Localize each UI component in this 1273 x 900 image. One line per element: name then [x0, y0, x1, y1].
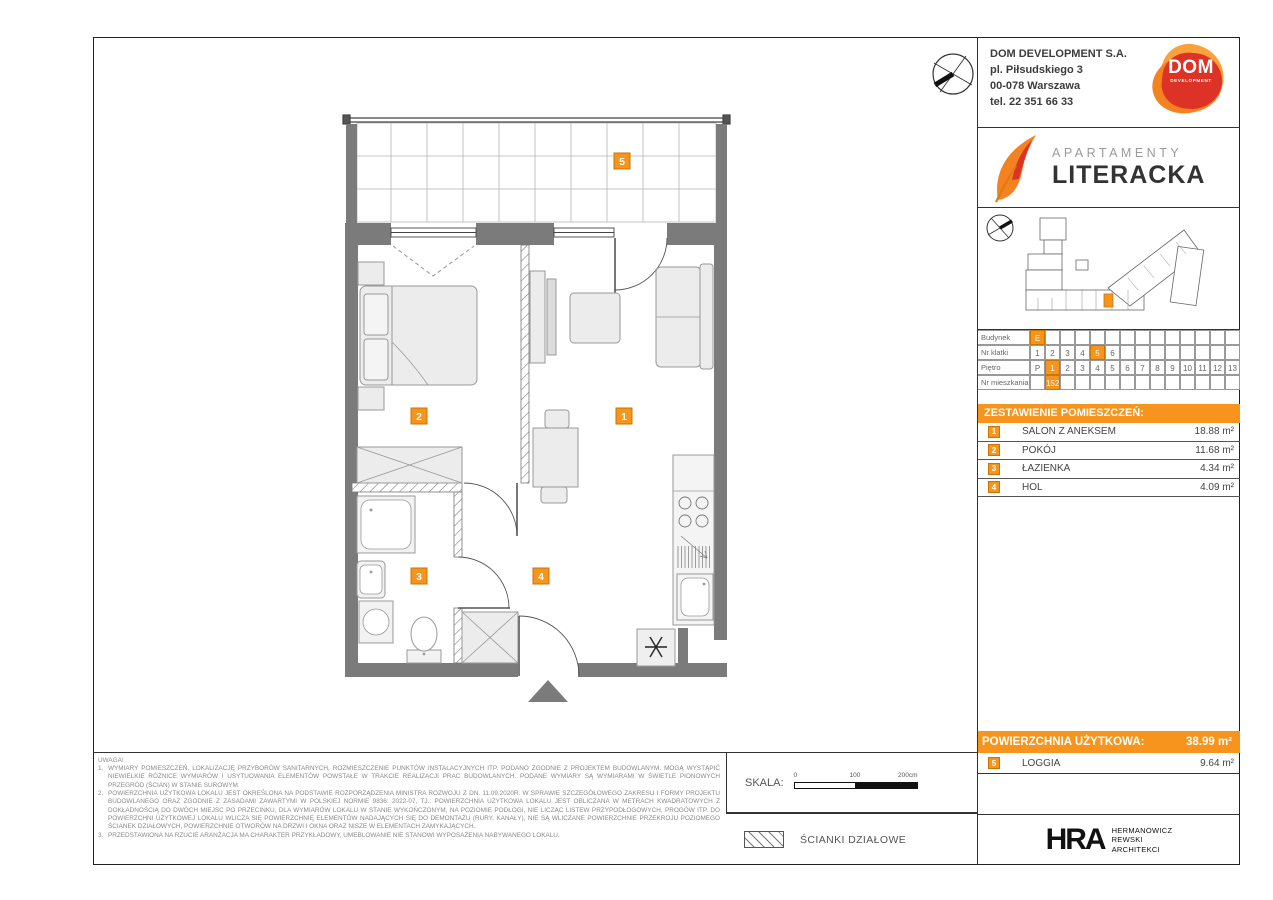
room-row-1: [978, 423, 1240, 442]
unit-table-cell: [1165, 330, 1180, 345]
spacer: [978, 497, 1240, 731]
architect-box: [978, 815, 1240, 865]
unit-table-cell: [1105, 375, 1120, 390]
unit-table-cell: 9: [1165, 360, 1180, 375]
unit-table-cell: 1: [1030, 345, 1045, 360]
note-item-2: [98, 790, 720, 832]
unit-table-cell: [1210, 345, 1225, 360]
note-text: POWIERZCHNIA UŻYTKOWA LOKALU JEST OKREŚLONA NA PODSTAWIE ROZPORZĄDZENIA MINISTRA ROZWOJU Z DN. 11.09.2020R. W SPRAWIE SZCZEGÓŁOWEGO ZAKRESU I FORMY PROJEKTU BUDOWLANEGO ORAZ ZGODNIE Z ZASADAMI ZAWARTYMI W POLSKIEJ NORMIE 9836: 2022-07, TJ.: POWIERZCHNIA UŻYTKOWA LOKALU JEST OBLICZANA W METRACH KWADRATOWYCH Z DOKŁADNOŚCIĄ DO DWÓCH MIEJSC PO PRZECINKU, DLA WYMIARÓW LOKALU W STANIE WYKOŃCZONYM, NA POZIOMIE PODŁOGI, NIE LICZĄC LISTEW PRZYPODŁOGOWYCH, PROGÓW ITP. DO POWIERZCHNI UŻYTKOWEJ LOKALU WLICZA SIĘ POWIERZCHNIĘ ELEMENTÓW NADAJĄCYCH SIĘ DO DEMONTAŻU (RURY, KANAŁY), NIE SĄ WLICZANE POWIERZCHNIE PRZEKROJU POZIOMEGO ŚCIANEK DZIAŁOWYCH, POWIERZCHNIE OTWORÓW NA DRZWI I OKNA ORAZ NISZE W ELEMENTACH ZAMYKAJĄCYCH.: [108, 789, 720, 831]
unit-table-row-label: Nr klatki: [978, 345, 1030, 360]
note-number: 3.: [98, 831, 104, 839]
room-name: LOGGIA: [1022, 757, 1061, 769]
unit-table-cell: 5: [1090, 345, 1105, 360]
architect-line-3: ARCHITEKCI: [1111, 844, 1161, 854]
loggia-row: [978, 753, 1240, 774]
unit-table-cell: [1150, 330, 1165, 345]
title-block: [977, 37, 1240, 865]
note-number: 1.: [98, 765, 104, 772]
unit-table-cell: 10: [1180, 360, 1195, 375]
unit-table-cell: 3: [1060, 345, 1075, 360]
architect-line-2: REWSKI: [1111, 835, 1143, 845]
badge-room-1: [616, 408, 632, 424]
unit-table-cell: [1165, 375, 1180, 390]
room-badge: 4: [988, 481, 1000, 493]
scale-tick-0: 0: [793, 771, 798, 779]
unit-table: [978, 330, 1240, 390]
room-row-4: [978, 479, 1240, 498]
floorplan-svg: [93, 37, 977, 752]
unit-table-row-label: Piętro: [978, 360, 1030, 375]
room-area: 9.64 m²: [1200, 757, 1234, 769]
room-badge: 1: [988, 426, 1000, 438]
hall-wardrobe: [462, 612, 518, 663]
badge-room-3: [411, 568, 427, 584]
note-item-1: [98, 765, 720, 790]
room-area: 18.88 m²: [1194, 426, 1234, 438]
unit-table-cell: 12: [1210, 360, 1225, 375]
scale-box: [726, 752, 977, 813]
unit-table-cell: [1180, 375, 1195, 390]
mini-site-plan: [978, 208, 1241, 330]
unit-table-cell: [1120, 330, 1135, 345]
unit-table-cell: [1090, 330, 1105, 345]
unit-table-cell: [1165, 345, 1180, 360]
scale-segment-black: [856, 782, 918, 789]
dom-development-logo: [1150, 43, 1232, 121]
unit-table-cell: [1225, 345, 1240, 360]
unit-table-cell: [1150, 375, 1165, 390]
badge-room-5: [614, 153, 630, 169]
feather-icon: [988, 132, 1046, 204]
usable-area-bar: [978, 731, 1240, 753]
kitchen-fixtures: [637, 455, 714, 666]
unit-table-cell: [1135, 375, 1150, 390]
unit-table-cell: 11: [1195, 360, 1210, 375]
unit-table-cell: 6: [1120, 360, 1135, 375]
company-phone: tel. 22 351 66 33: [990, 95, 1074, 108]
unit-table-cell: 8: [1150, 360, 1165, 375]
note-number: 2.: [98, 789, 104, 797]
unit-table-cell: [1135, 345, 1150, 360]
unit-table-cell: 5: [1105, 360, 1120, 375]
scale-label: SKALA:: [745, 776, 784, 789]
svg-text:1: 1: [621, 411, 627, 423]
unit-table-cell: [1045, 330, 1060, 345]
usable-area-label: POWIERZCHNIA UŻYTKOWA:: [982, 736, 1145, 748]
highlighted-unit: [1104, 294, 1113, 307]
partition-legend-label: ŚCIANKI DZIAŁOWE: [800, 833, 907, 846]
note-text: PRZEDSTAWIONA NA RZUCIE ARANŻACJA MA CHARAKTER PRZYKŁADOWY, UMEBLOWANIE NIE STANOWI WYPOSAŻENIA NABYWANEGO LOKALU.: [108, 831, 560, 839]
company-address-2: 00-078 Warszawa: [990, 79, 1081, 92]
company-name: DOM DEVELOPMENT S.A.: [990, 48, 1127, 60]
siteplan-compass-icon: [987, 215, 1013, 241]
badge-room-4: [533, 568, 549, 584]
brand-name-label: LITERACKA: [1052, 160, 1206, 189]
usable-area-value: 38.99 m²: [1185, 736, 1232, 748]
unit-table-cell: 4: [1090, 360, 1105, 375]
unit-table-cell: 6: [1105, 345, 1120, 360]
scale-tick-200: 200cm: [898, 771, 918, 779]
unit-table-cell: 3: [1075, 360, 1090, 375]
unit-table-row: [978, 360, 1240, 375]
unit-table-row: [978, 330, 1240, 345]
loggia-floor: [357, 123, 716, 222]
unit-table-cell: P: [1030, 360, 1045, 375]
bathroom-fixtures: [357, 496, 441, 663]
unit-table-cell: [1225, 330, 1240, 345]
dom-logo-text: DOM: [1168, 57, 1214, 78]
unit-table-row-label: Nr mieszkania: [978, 375, 1030, 390]
room-name: SALON Z ANEKSEM: [1022, 426, 1116, 438]
svg-text:3: 3: [416, 571, 422, 583]
unit-table-cell: [1210, 375, 1225, 390]
room-area: 11.68 m²: [1195, 444, 1234, 456]
unit-table-cell: [1105, 330, 1120, 345]
legend-box: [726, 813, 977, 865]
company-box: [978, 37, 1240, 128]
scale-segment-white: [794, 782, 856, 789]
dom-logo-subtext: DEVELOPMENT: [1170, 78, 1212, 83]
unit-table-cell: [1195, 375, 1210, 390]
svg-text:4: 4: [538, 571, 544, 583]
room-name: POKÓJ: [1022, 444, 1056, 456]
unit-table-cell: [1120, 345, 1135, 360]
unit-table-cell: E: [1030, 330, 1045, 345]
unit-table-cell: [1075, 375, 1090, 390]
unit-table-cell: [1060, 330, 1075, 345]
unit-table-row-label: Budynek: [978, 330, 1030, 345]
unit-table-cell: 152: [1045, 375, 1060, 390]
unit-table-cell: [1180, 330, 1195, 345]
unit-table-cell: [1060, 375, 1075, 390]
entrance-arrow: [528, 680, 568, 702]
unit-table-cell: [1180, 345, 1195, 360]
unit-table-cell: [1090, 375, 1105, 390]
project-brand-box: [978, 128, 1240, 208]
brand-top-label: APARTAMENTY: [1052, 145, 1183, 160]
hra-logo: HRA: [1045, 823, 1105, 856]
company-address-1: pl. Piłsudskiego 3: [990, 63, 1083, 76]
unit-table-cell: 4: [1075, 345, 1090, 360]
unit-table-cell: [1150, 345, 1165, 360]
unit-table-cell: [1195, 330, 1210, 345]
room-name: ŁAZIENKA: [1022, 463, 1071, 475]
architect-line-1: HERMANOWICZ: [1111, 825, 1173, 835]
unit-table-cell: 1: [1045, 360, 1060, 375]
room-area: 4.34 m²: [1200, 463, 1234, 475]
unit-table-cell: [1120, 375, 1135, 390]
room-area: 4.09 m²: [1200, 481, 1234, 493]
siteplan-box: [978, 208, 1240, 330]
unit-table-cell: [1075, 330, 1090, 345]
room-badge: 2: [988, 444, 1000, 456]
partition-hatch-swatch: [744, 831, 784, 848]
scale-tick-100: 100: [849, 771, 861, 779]
window-tilt-dashes: [393, 246, 474, 276]
unit-table-cell: 7: [1135, 360, 1150, 375]
svg-text:5: 5: [619, 156, 625, 168]
room-badge: 5: [988, 757, 1000, 769]
unit-table-cell: 13: [1225, 360, 1240, 375]
north-compass-icon: [922, 43, 984, 105]
spacer: [978, 774, 1240, 815]
note-text: WYMIARY POMIESZCZEŃ, LOKALIZACJĘ PRZYBORÓW SANITARNYCH, ROZMIESZCZENIE PUNKTÓW INSTALACYJNYCH ITP. PODANO ZGODNIE Z PROJEKTEM BUDOWLANYM. MOGĄ WYSTĄPIĆ NIEWIELKIE RÓŻNICE WYMIARÓW I USYTUOWANIA ELEMENTÓW POWSTAŁE W TRAKCIE REALIZACJI PRAC BUDOWLANYCH. PODANE WYMIARY SĄ WYMIARAMI W ŚWIETLE PIONOWYCH PRZEGRÓD (ŚCIAN) W STANIE SUROWYM.: [108, 765, 720, 789]
notes-box: [93, 752, 726, 865]
unit-table-cell: [1225, 375, 1240, 390]
unit-table-row: [978, 345, 1240, 360]
room-badge: 3: [988, 463, 1000, 475]
unit-table-cell: [1030, 375, 1045, 390]
note-item-3: [98, 832, 720, 840]
unit-table-cell: [1210, 330, 1225, 345]
unit-table-cell: 2: [1060, 360, 1075, 375]
unit-table-cell: [1195, 345, 1210, 360]
unit-table-row: [978, 375, 1240, 390]
bedroom-furniture: [357, 262, 477, 483]
room-row-3: [978, 460, 1240, 479]
room-row-2: [978, 442, 1240, 461]
scale-bar: [794, 772, 918, 794]
spacer: [978, 390, 1240, 404]
notes-header: UWAGA!: [98, 757, 124, 764]
room-name: HOL: [1022, 481, 1043, 493]
rooms-header: ZESTAWIENIE POMIESZCZEŃ:: [978, 404, 1240, 423]
badge-room-2: [411, 408, 427, 424]
svg-text:2: 2: [416, 411, 422, 423]
unit-table-cell: [1135, 330, 1150, 345]
unit-table-cell: 2: [1045, 345, 1060, 360]
